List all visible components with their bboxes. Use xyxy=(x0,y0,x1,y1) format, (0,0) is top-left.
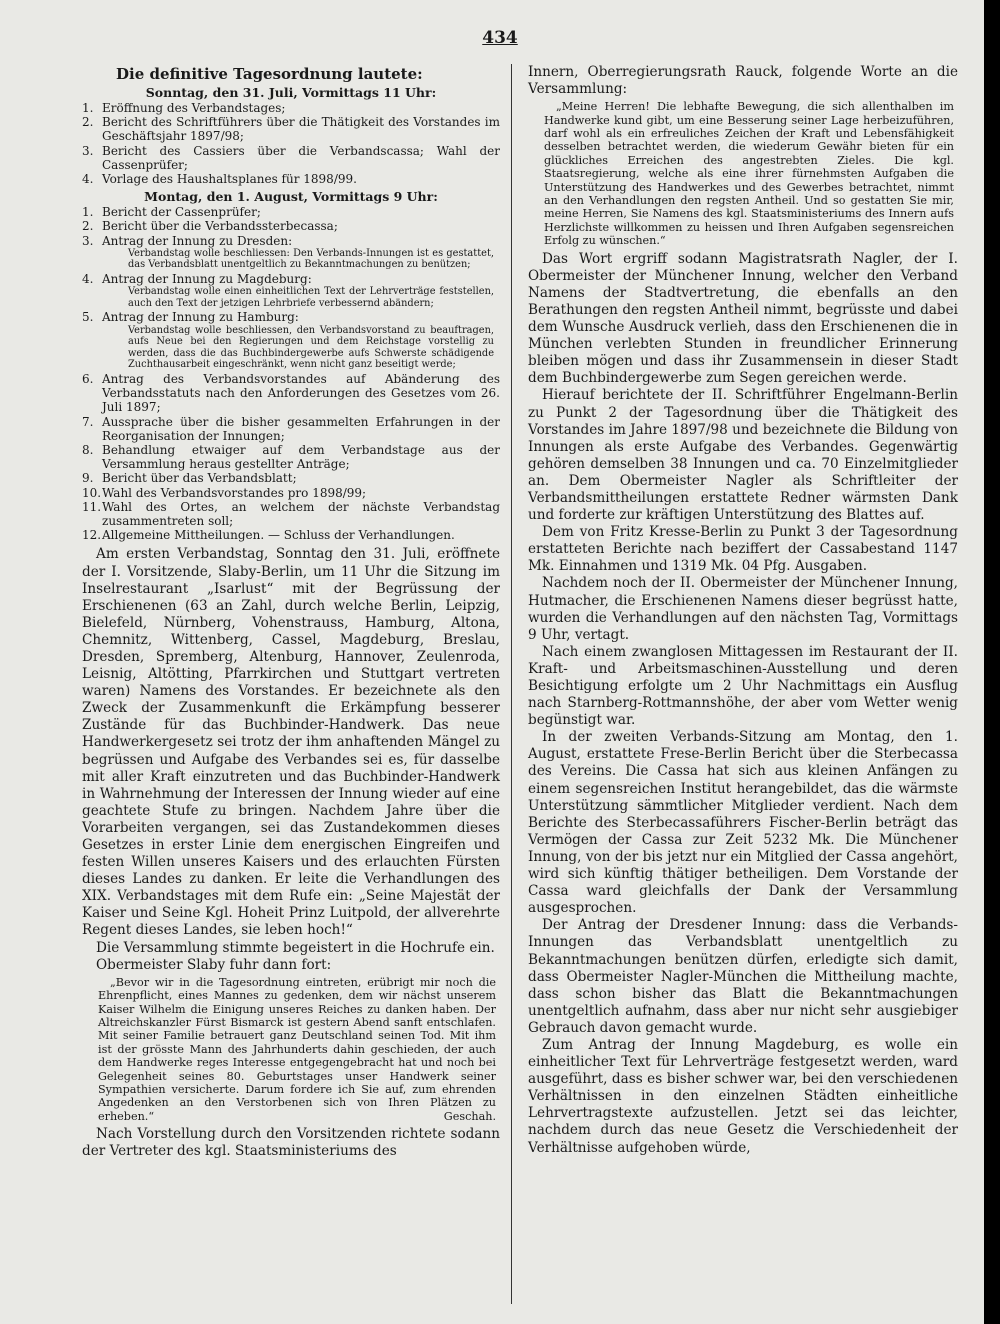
agenda-item-number: 9. xyxy=(82,471,94,486)
agenda-item-text: Bericht des Schriftführers über die Thätigkeit des Vorstandes im Geschäftsjahr 1897/98; xyxy=(102,115,500,144)
agenda-item xyxy=(82,115,500,143)
agenda-item-number: 3. xyxy=(82,143,94,158)
agenda-item-number: 5. xyxy=(82,310,94,325)
agenda-item-text: Antrag der Innung zu Hamburg: xyxy=(102,310,299,325)
agenda-item xyxy=(82,219,500,233)
column-divider xyxy=(511,64,512,1304)
agenda-item-number: 1. xyxy=(82,101,94,115)
paragraph: Zum Antrag der Innung Magdeburg, es wolle ein einheitlicher Text für Lehrverträge festgesetzt werden, ward ausgeführt, dass es bisher schwer war, bei den verschiedenen Verhältnissen in den einzelnen Städten einheitliche Lehrvertragstexte aufzustellen. Jetzt sei das leichter, nachdem durch das neue Gesetz die Verschiedenheit der Verhältnisse aufgehoben würde, xyxy=(528,1036,958,1156)
agenda-item-number: 2. xyxy=(82,219,94,234)
paragraph: Nach einem zwanglosen Mittagessen im Restaurant der II. Kraft- und Arbeitsmaschinen-Ausstellung und deren Besichtigung erfolgte um 2 Uhr Nachmittags ein Ausflug nach Starnberg-Rottmannshöhe, der aber vom Wetter wenig begünstigt war. xyxy=(528,643,958,729)
agenda-item-text: Vorlage des Haushaltsplanes für 1898/99. xyxy=(102,172,357,187)
agenda-day-2-list xyxy=(82,205,500,542)
agenda-item-text: Behandlung etwaiger auf dem Verbandstage aus der Versammlung heraus gestellter Anträge; xyxy=(102,443,500,472)
agenda-item-text: Bericht der Cassenprüfer; xyxy=(102,205,261,220)
paragraph: Hierauf berichtete der II. Schriftführer Engelmann-Berlin zu Punkt 2 der Tagesordnung über die Thätigkeit des Vorstandes im Jahre 1897/98 und bezeichnete die Bildung von Innungen als erste Aufgabe des Verbandes. Gegenwärtig gehören demselben 38 Innungen und ca. 70 Einzelmitglieder an. Dem Obermeister Nagler als Schriftleiter der Verbandsmittheilungen erstattete Redner wärmsten Dank und forderte zur kräftigen Unterstützung des Blattes auf. xyxy=(528,387,958,524)
agenda-item xyxy=(82,310,500,371)
agenda-item xyxy=(82,372,500,415)
right-column xyxy=(528,64,958,1157)
agenda-item-text: Antrag der Innung zu Magdeburg: xyxy=(102,272,312,287)
agenda-day-2-heading: Montag, den 1. August, Vormittags 9 Uhr: xyxy=(144,189,438,205)
agenda-item-text: Wahl des Ortes, an welchem der nächste Verbandstag zusammentreten soll; xyxy=(102,499,500,529)
agenda-item-number: 11. xyxy=(82,499,102,514)
paragraph: Das Wort ergriff sodann Magistratsrath Nagler, der I. Obermeister der Münchener Innung, welcher den Verband Namens der Stadtvertretung, die ebenfalls an den Berathungen den regsten Antheil nimmt, begrüsste und dabei dem Wunsche Ausdruck verlieh, dass den Erschienenen die in München verlebten Stunden in freundlicher Erinnerung bleiben mögen und dass ihr Zusammensein in dieser Stadt dem Buchbindergewerbe zum Segen gereichen werde. xyxy=(528,250,958,387)
agenda-item-number: 4. xyxy=(82,172,94,187)
agenda-day-1-list xyxy=(82,101,500,186)
agenda-item-number: 8. xyxy=(82,443,94,457)
agenda-item-number: 7. xyxy=(82,414,94,429)
agenda-item-text: Eröffnung des Verbandstages; xyxy=(102,101,286,115)
agenda-item xyxy=(82,101,500,115)
paragraph: Innern, Oberregierungsrath Rauck, folgende Worte an die Versammlung: xyxy=(528,64,958,98)
page-number: 434 xyxy=(482,28,518,48)
agenda-item xyxy=(82,234,500,271)
agenda-motion-text: Verbandstag wolle einen einheitlichen Text der Lehrverträge feststellen, auch den Text der jetzigen Lehrbriefe verbessernd abändern; xyxy=(128,286,494,309)
quoted-speech: „Meine Herren! Die lebhafte Bewegung, die sich allenthalben im Handwerke kund gibt, um eine Besserung seiner Lage herbeizuführen, darf wohl als ein erfreuliches Zeichen der Kraft und Lebensfähigkeit desselben betrachtet werden, die wiederum Gewähr bieten für ein glückliches Erreichen des angestrebten Zieles. Die kgl. Staatsregierung, welche als eine ihrer fürnehmsten Aufgaben die Unterstützung des Handwerkes und des Gewerbes betrachtet, nimmt an den Verhandlungen den regsten Antheil. Und so gestatten Sie mir, meine Herren, Sie Namens des kgl. Staatsministeriums des Innern aufs Herzlichste willkommen zu heissen und Ihren Aufgaben segensreichen Erfolg zu wünschen.“ xyxy=(544,100,954,248)
agenda-item-number: 4. xyxy=(82,272,94,287)
agenda-item xyxy=(82,272,500,309)
agenda-motion-text: Verbandstag wolle beschliessen, den Verbandsvorstand zu beauftragen, aufs Neue bei den Regierungen und dem Reichstage vorstellig zu werden, dass die das Buchbindergewerbe aufs Schwerste schädigende Zuchthausarbeit eingeschränkt, wenn nicht ganz beseitigt werde; xyxy=(128,324,494,371)
paragraph: Der Antrag der Dresdener Innung: dass die Verbands-Innungen das Verbandsblatt unentgeltlich zu Bekanntmachungen benützen dürfen, erledigte sich damit, dass Obermeister Nagler-München die Mittheilung machte, dass schon bisher das Blatt die Bekanntmachungen unentgeltlich aufnahm, dass aber nur nicht sehr ausgiebiger Gebrauch davon gemacht wurde. xyxy=(528,917,958,1036)
agenda-item xyxy=(82,471,500,485)
agenda-item xyxy=(82,415,500,443)
agenda-item-number: 1. xyxy=(82,205,94,220)
paragraph: Dem von Fritz Kresse-Berlin zu Punkt 3 der Tagesordnung erstatteten Berichte nach beziffert der Cassabestand 1147 Mk. Einnahmen und 1319 Mk. 04 Pfg. Ausgaben. xyxy=(528,524,958,575)
agenda-item-text: Antrag der Innung zu Dresden: xyxy=(102,233,293,248)
paragraph: Obermeister Slaby fuhr dann fort: xyxy=(96,956,332,973)
agenda-item-number: 6. xyxy=(82,371,94,386)
agenda-item-text: Wahl des Verbandsvorstandes pro 1898/99; xyxy=(102,485,367,500)
agenda-item-text: Aussprache über die bisher gesammelten Erfahrungen in der Reorganisation der Innungen; xyxy=(102,414,500,443)
agenda-day-1-heading: Sonntag, den 31. Juli, Vormittags 11 Uhr: xyxy=(145,85,437,100)
paragraph: Nachdem noch der II. Obermeister der Münchener Innung, Hutmacher, die Erschienenen Namens dieser begrüsst hatte, wurden die Verhandlungen auf den nächsten Tag, Vormittags 9 Uhr, vertagt. xyxy=(528,575,958,643)
agenda-item xyxy=(82,205,500,219)
agenda-item xyxy=(82,528,500,542)
agenda-item xyxy=(82,500,500,528)
agenda-item-text: Antrag des Verbandsvorstandes auf Abänderung des Verbandsstatuts nach den Anforderungen des Gesetzes vom 26. Juli 1897; xyxy=(102,371,500,415)
agenda-motion-text: Verbandstag wolle beschliessen: Den Verbands-Innungen ist es gestattet, das Verbandsblatt unentgeltlich zu Bekanntmachungen zu benützen; xyxy=(128,247,494,271)
agenda-item-text: Allgemeine Mittheilungen. — Schluss der Verhandlungen. xyxy=(102,528,455,543)
agenda-item-number: 10. xyxy=(82,485,102,500)
agenda-item xyxy=(82,172,500,186)
agenda-item-number: 3. xyxy=(82,233,94,248)
agenda-item-number: 12. xyxy=(82,528,102,543)
paragraph: Nach Vorstellung durch den Vorsitzenden richtete sodann der Vertreter des kgl. Staatsministeriums des xyxy=(82,1126,500,1160)
quoted-speech xyxy=(98,976,496,1123)
agenda-item xyxy=(82,486,500,500)
paragraph: Die Versammlung stimmte begeistert in die Hochrufe ein. xyxy=(96,939,495,956)
agenda-item-text: Bericht über die Verbandssterbecassa; xyxy=(102,219,338,234)
quoted-speech-text: „Bevor wir in die Tagesordnung eintreten, erübrigt mir noch die Ehrenpflicht, eines Mannes zu gedenken, dem wir nächst unserem Kaiser Wilhelm die Einigung unseres Reiches zu danken haben. Der Altreichskanzler Fürst Bismarck ist gestern Abend sanft entschlafen. Mit seiner Familie betrauert ganz Deutschland seinen Tod. Mit ihm ist der grösste Mann des Jahrhunderts dahin geschieden, der auch dem Handwerke reges Interesse entgegengebracht hat und noch bei Gelegenheit seines 80. Geburtstages unser Handwerk seiner Sympathien versicherte. Darum fordere ich Sie auf, zum ehrenden Angedenken an den Verstorbenen sich von Ihren Plätzen zu erheben.“ xyxy=(98,975,496,1123)
paragraph: Am ersten Verbandstag, Sonntag den 31. Juli, eröffnete der I. Vorsitzende, Slaby-Berlin, um 11 Uhr die Sitzung im Inselrestaurant „Isarlust“ mit der Begrüssung der Erschienenen (63 an Zahl, durch welche Berlin, Leipzig, Bielefeld, Nürnberg, Vohenstrauss, Hamburg, Altona, Chemnitz, Wittenberg, Cassel, Magdeburg, Breslau, Dresden, Spremberg, Altenburg, Hannover, Zeulenroda, Leisnig, Altötting, Pfarrkirchen und Stuttgart vertreten waren) Namens des Vorstandes. Er bezeichnete als den Zweck der Zusammenkunft die Erkämpfung besserer Zustände für das Buchbinder-Handwerk. Das neue Handwerkergesetz sei trotz der ihm anhaftenden Mängel zu begrüssen und Aufgabe des Verbandes sei es, für dasselbe mit aller Kraft einzutreten und das Buchbinder-Handwerk in Wahrnehmung der Interessen der Innung wieder auf eine geachtete Stufe zu bringen. Nachdem Jahre über die Vorarbeiten vergangen, sei das Zustandekommen dieses Gesetzes in erster Linie dem energischen Eingreifen und festen Willen unseres Kaisers und des erlauchten Fürsten dieses Landes zu danken. Er leite die Verhandlungen des XIX. Verbandstages mit dem Rufe ein: „Seine Majestät der Kaiser und Seine Kgl. Hoheit Prinz Luitpold, der allverehrte Regent dieses Landes, sie leben hoch!“ xyxy=(82,546,500,939)
agenda-item-text: Bericht über das Verbandsblatt; xyxy=(102,471,297,486)
paragraph: In der zweiten Verbands-Sitzung am Montag, den 1. August, erstattete Frese-Berlin Bericht über die Sterbecassa des Vereins. Die Cassa hat sich aus kleinen Anfängen zu einem segensreichen Institut herangebildet, das die wärmste Unterstützung sämmtlicher Mitglieder verdient. Nach dem Berichte des Sterbecassaführers Fischer-Berlin beträgt das Vermögen der Cassa zur Zeit 5232 Mk. Die Münchener Innung, von der bis jetzt nur ein Mitglied der Cassa angehört, wird sich künftig thätiger betheiligen. Dem Vorstande der Cassa ward gleichfalls der Dank der Versammlung ausgesprochen. xyxy=(528,729,958,917)
agenda-item xyxy=(82,443,500,471)
agenda-item-text: Bericht des Cassiers über die Verbandscassa; Wahl der Cassenprüfer; xyxy=(102,143,500,172)
agenda-item-number: 2. xyxy=(82,115,94,130)
agenda-item xyxy=(82,144,500,172)
agenda-heading: Die definitive Tagesordnung lautete: xyxy=(116,65,423,83)
left-column xyxy=(82,64,500,1160)
quoted-speech-note: Geschah. xyxy=(443,1109,496,1123)
